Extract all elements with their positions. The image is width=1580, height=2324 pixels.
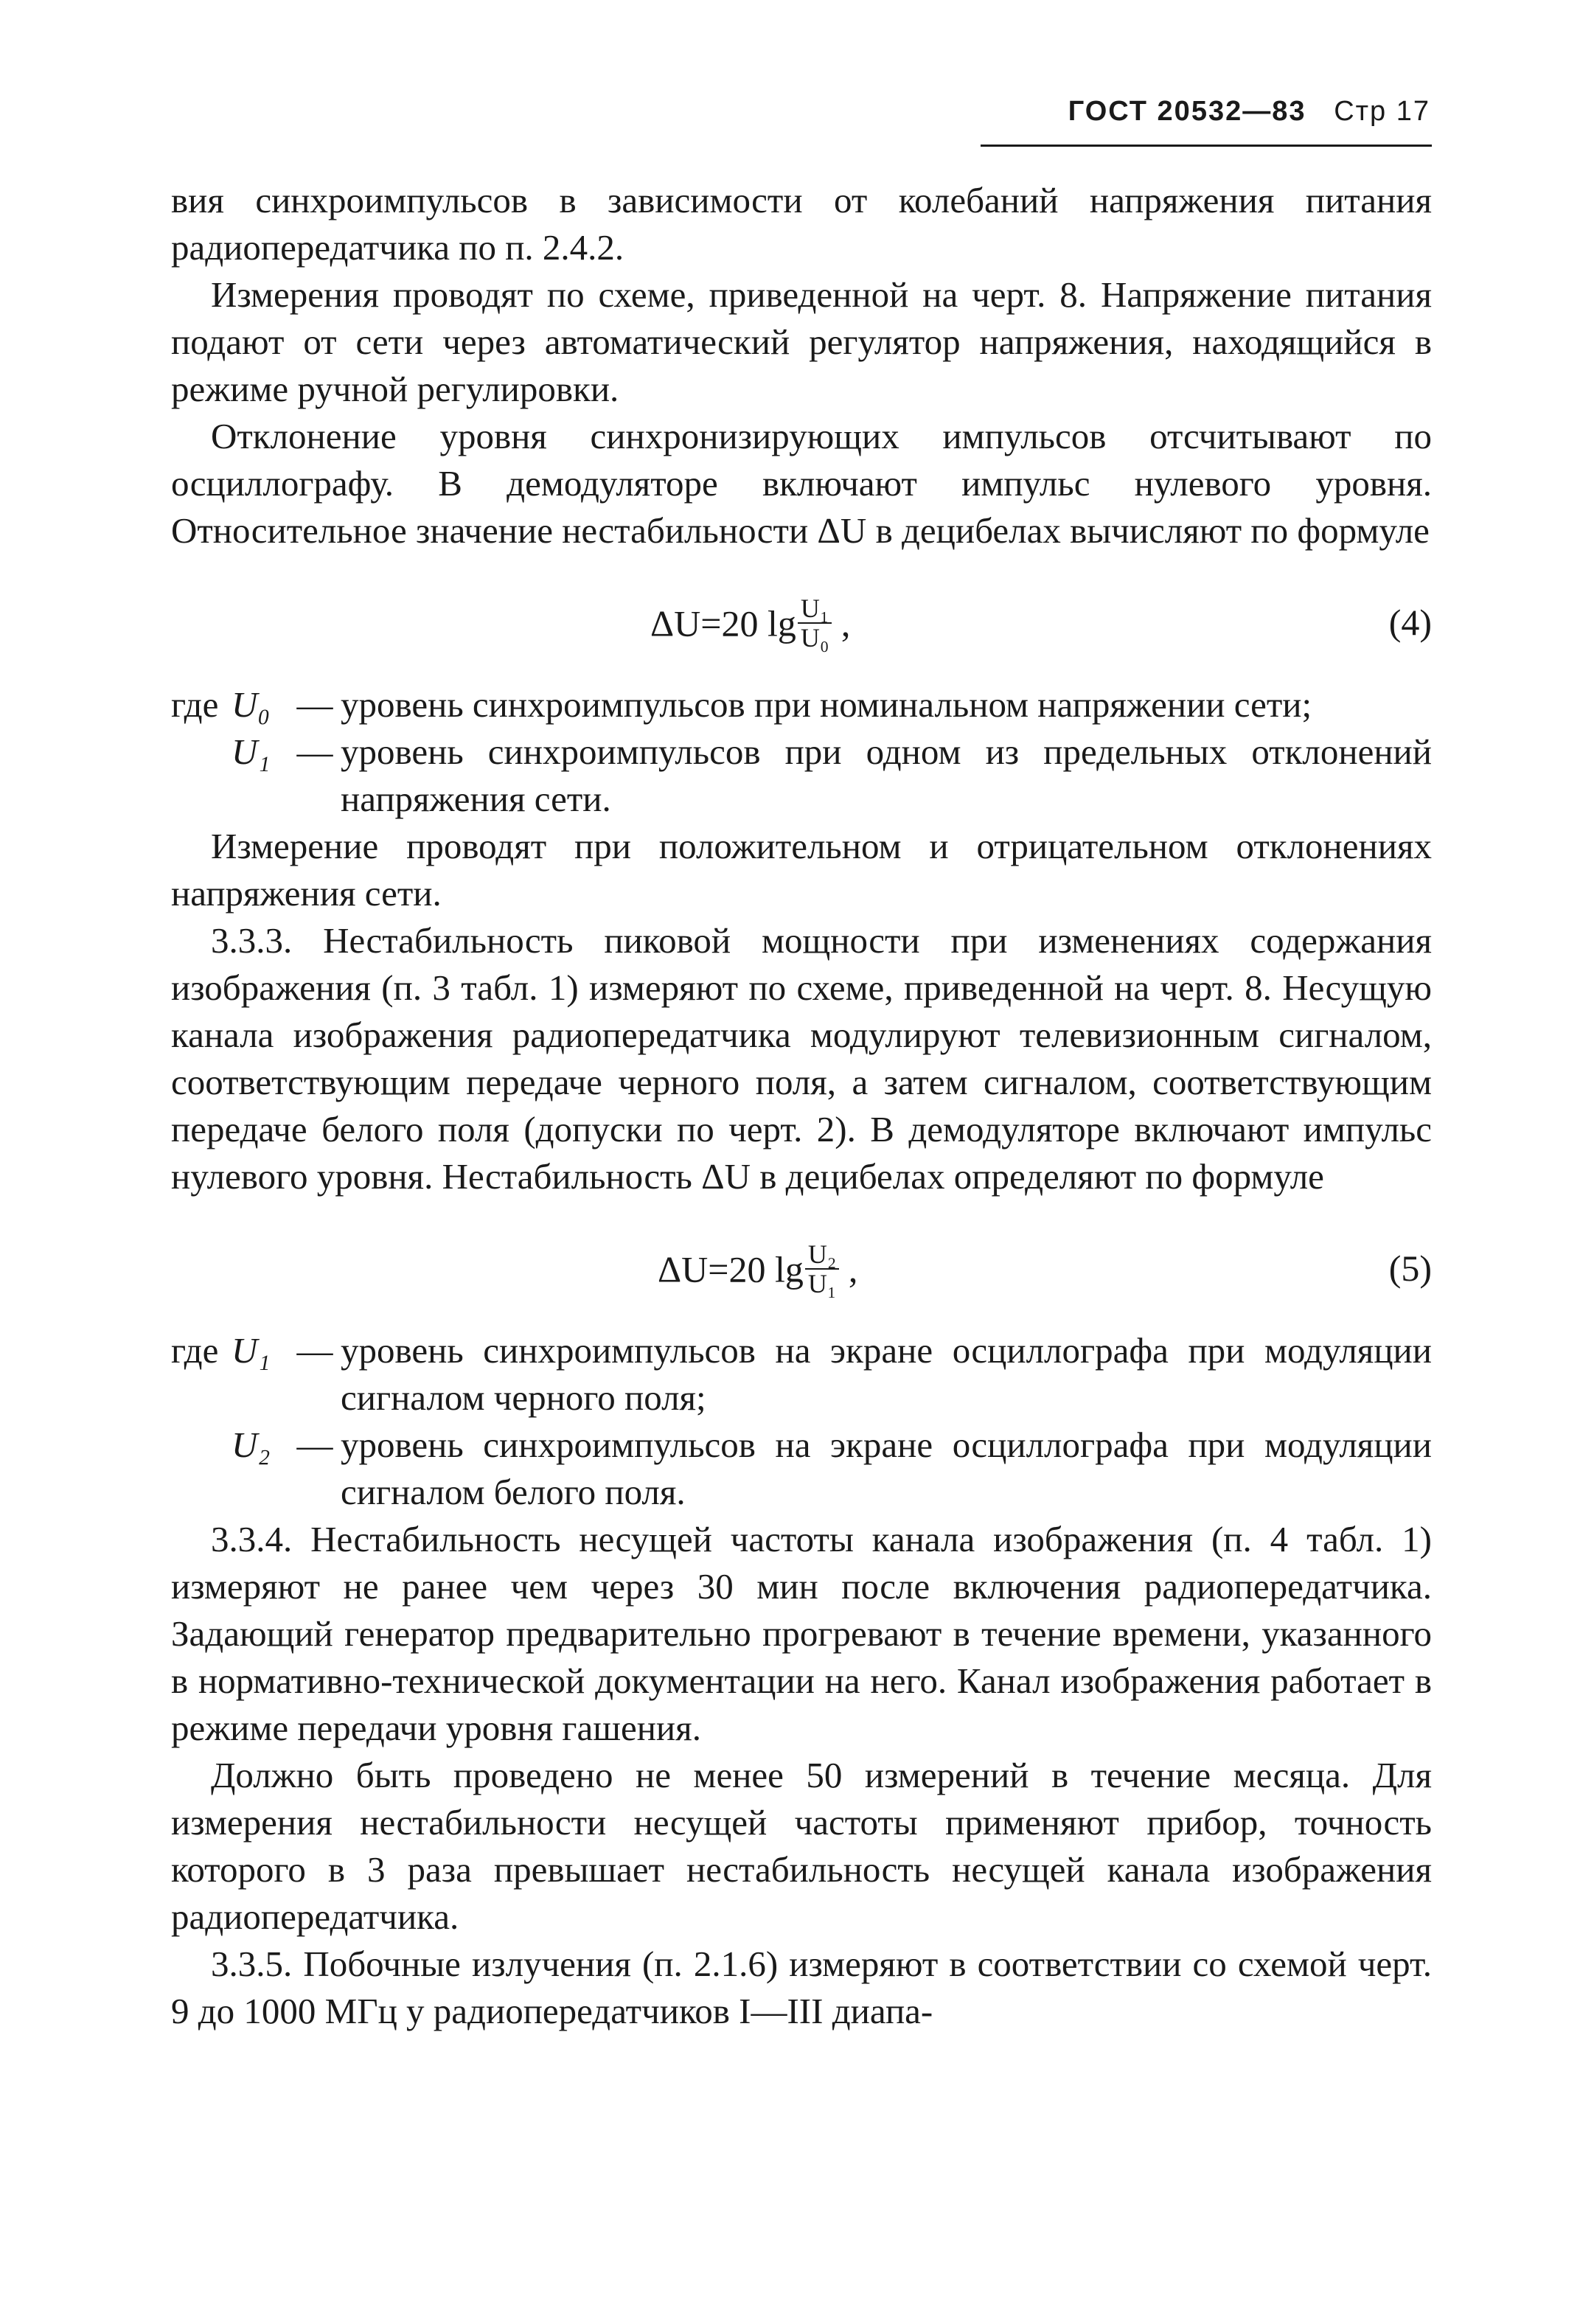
formula-fraction — [805, 1240, 840, 1298]
definition-text: уровень синхроимпульсов на экране осциллографа при модуляции сигналом белого поля. — [341, 1424, 1432, 1512]
definition-prefix: где — [171, 1330, 219, 1371]
formula-fraction — [798, 594, 832, 652]
definition-row — [171, 681, 1432, 728]
definition-symbol: U₂ — [232, 1424, 271, 1465]
definition-dash: — — [296, 731, 333, 772]
paragraph: Измерение проводят при положительном и отрицательном отклонениях напряжения сети. — [171, 826, 1432, 914]
definitions-5 — [171, 1327, 1432, 1516]
formula-5 — [171, 1212, 1432, 1323]
paragraph: Измерения проводят по схеме, приведенной на черт. 8. Напряжение питания подают от сети через автоматический регулятор напряжения, находящийся в режиме ручной регулировки. — [171, 274, 1432, 409]
standard-number: ГОСТ 20532—83 — [1068, 96, 1306, 127]
definition-dash: — — [296, 684, 333, 725]
definitions-4 — [171, 681, 1432, 823]
definition-dash: — — [296, 1330, 333, 1371]
formula-numerator: U₁ — [798, 594, 832, 624]
header-rule — [981, 145, 1432, 147]
page-header — [848, 96, 1430, 128]
formula-denominator: U₀ — [800, 623, 829, 653]
paragraph: 3.3.4. Нестабильность несущей частоты канала изображения (п. 4 табл. 1) измеряют не ранее чем через 30 мин после включения радиопередатчика. Задающий генератор предварительно прогревают в течение времени, указанного в нормативно-технической документации на него. Канал изображения работает в режиме передачи уровня гашения. — [171, 1519, 1432, 1748]
definition-text: уровень синхроимпульсов на экране осциллографа при модуляции сигналом черного поля; — [341, 1330, 1432, 1418]
formula-comma: , — [841, 602, 851, 644]
paragraph: вия синхроимпульсов в зависимости от колебаний напряжения питания радиопередатчика по п. 2.4.2. — [171, 180, 1432, 268]
paragraph: Отклонение уровня синхронизирующих импульсов отсчитывают по осциллографу. В демодуляторе включают импульс нулевого уровня. Относительное значение нестабильности ΔU в децибелах вычисляют по формуле — [171, 416, 1432, 551]
page-number: Стр 17 — [1334, 96, 1430, 127]
definition-prefix — [171, 1422, 232, 1516]
formula-denominator: U₁ — [807, 1269, 837, 1298]
definition-row — [171, 1327, 1432, 1422]
formula-lhs: ΔU=20 lg — [658, 1248, 804, 1290]
formula-numerator: U₂ — [805, 1240, 840, 1270]
definition-dash: — — [296, 1424, 333, 1465]
definition-symbol: U₀ — [232, 684, 271, 725]
formula-lhs: ΔU=20 lg — [650, 602, 796, 644]
definition-prefix: где — [171, 684, 219, 725]
definition-row — [171, 728, 1432, 823]
definition-row — [171, 1422, 1432, 1516]
formula-number: (5) — [1388, 1248, 1432, 1289]
definition-text: уровень синхроимпульсов при номинальном напряжении сети; — [341, 684, 1312, 725]
definition-symbol: U₁ — [232, 1330, 271, 1371]
body-text — [171, 177, 1432, 2035]
paragraph: 3.3.3. Нестабильность пиковой мощности при изменениях содержания изображения (п. 3 табл. 1) измеряют по схеме, приведенной на черт. 8. Несущую канала изображения радиопередатчика модулируют телевизионным сигналом, соответствующим передаче черного поля, а затем сигналом, соответствующим передаче белого поля (допуски по черт. 2). В демодуляторе включают импульс нулевого уровня. Нестабильность ΔU в децибелах определяют по формуле — [171, 920, 1432, 1197]
formula-comma: , — [848, 1248, 858, 1290]
paragraph: 3.3.5. Побочные излучения (п. 2.1.6) измеряют в соответствии со схемой черт. 9 до 1000 МГц у радиопередатчиков I—III диапа- — [171, 1944, 1432, 2031]
definition-text: уровень синхроимпульсов при одном из предельных отклонений напряжения сети. — [341, 731, 1432, 819]
definition-prefix — [171, 728, 232, 823]
definition-symbol: U₁ — [232, 731, 271, 772]
formula-4 — [171, 566, 1432, 677]
formula-number: (4) — [1388, 602, 1432, 643]
paragraph: Должно быть проведено не менее 50 измерений в течение месяца. Для измерения нестабильности несущей частоты применяют прибор, точность которого в 3 раза превышает нестабильность несущей канала изображения радиопередатчика. — [171, 1755, 1432, 1937]
